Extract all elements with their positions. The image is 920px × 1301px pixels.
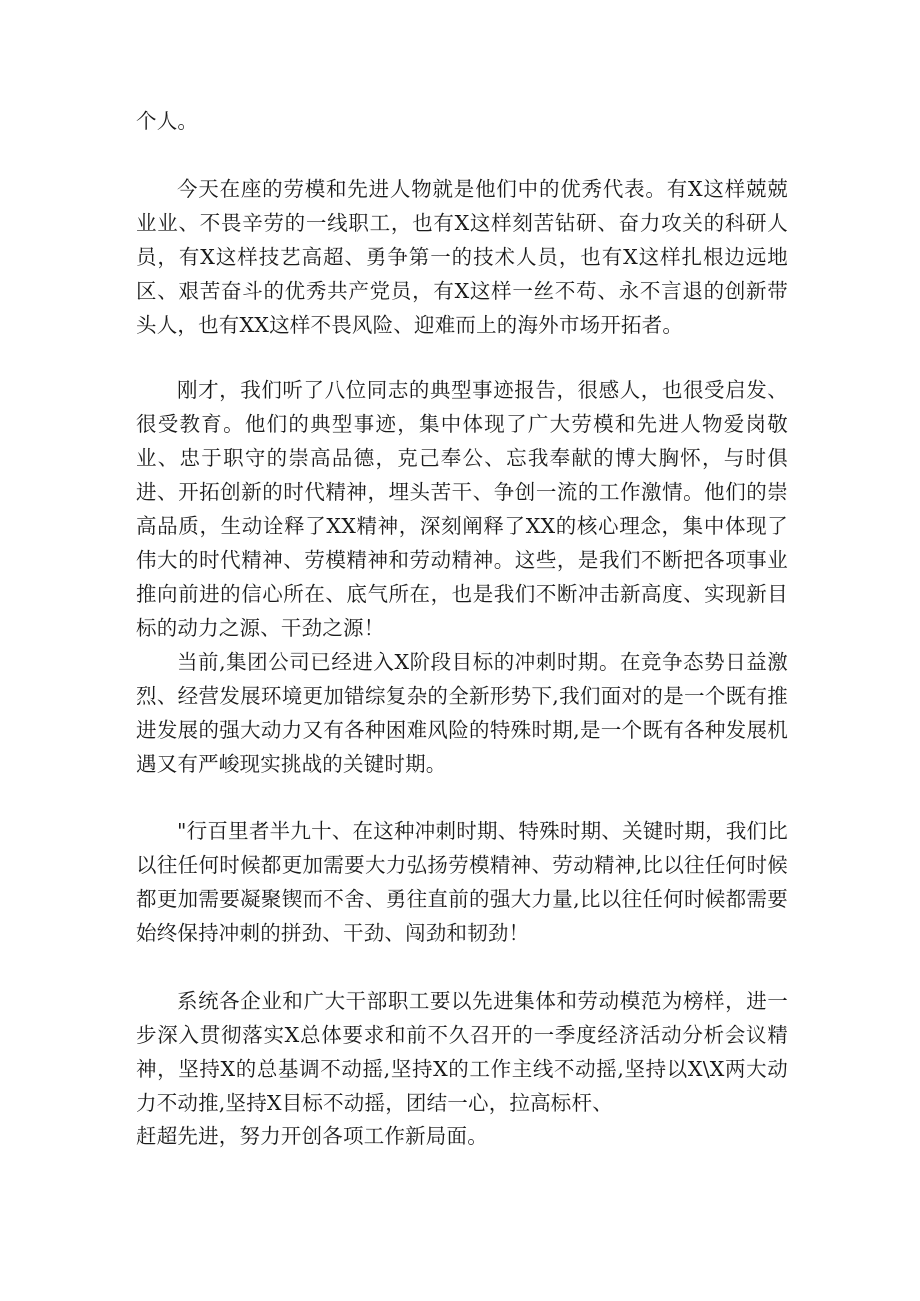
paragraph-6: 系统各企业和广大干部职工要以先进集体和劳动模范为榜样，进一步深入贯彻落实X总体要求和前不久召开的一季度经济活动分析会议精神，坚持X的总基调不动摇,坚持X的工作主线不动摇,坚持以X\X两大动力不动推,坚持X目标不动摇，团结一心，拉高标杆、 [136, 989, 788, 1115]
paragraph-4: 当前,集团公司已经进入X阶段目标的冲刺时期。在竞争态势日益激烈、经营发展环境更加错综复杂的全新形势下,我们面对的是一个既有推进发展的强大动力又有各种困难风险的特殊时期,是一个既有各种发展机遇又有严峻现实挑战的关键时期。 [136, 650, 788, 776]
paragraph-2: 今天在座的劳模和先进人物就是他们中的优秀代表。有X这样兢兢业业、不畏辛劳的一线职工，也有X这样刻苦钻研、奋力攻关的科研人员，有X这样技艺高超、勇争第一的技术人员，也有X这样扎根边远地区、艰苦奋斗的优秀共产党员，有X这样一丝不苟、永不言退的创新带头人，也有XX这样不畏风险、迎难而上的海外市场开拓者。 [136, 177, 788, 337]
paragraph-7: 赶超先进，努力开创各项工作新局面。 [136, 1124, 488, 1148]
paragraph-3: 刚才，我们听了八位同志的典型事迹报告，很感人，也很受启发、很受教育。他们的典型事迹，集中体现了广大劳模和先进人物爱岗敬业、忠于职守的崇高品德，克己奉公、忘我奉献的博大胸怀，与时俱进、开拓创新的时代精神，埋头苦干、争创一流的工作激情。他们的崇高品质，生动诠释了XX精神，深刻阐释了XX的核心理念，集中体现了伟大的时代精神、劳模精神和劳动精神。这些，是我们不断把各项事业推向前进的信心所在、底气所在，也是我们不断冲击新高度、实现新目标的动力之源、干劲之源！ [136, 378, 788, 640]
paragraph-5: "行百里者半九十、在这种冲刺时期、特殊时期、关键时期，我们比以往任何时候都更加需要大力弘扬劳模精神、劳动精神,比以往任何时候都更加需要凝聚锲而不舍、勇往直前的强大力量,比以往任何时候都需要始终保持冲刺的拼劲、干劲、闯劲和韧劲！ [136, 819, 788, 945]
paragraph-1: 个人。 [136, 109, 199, 133]
